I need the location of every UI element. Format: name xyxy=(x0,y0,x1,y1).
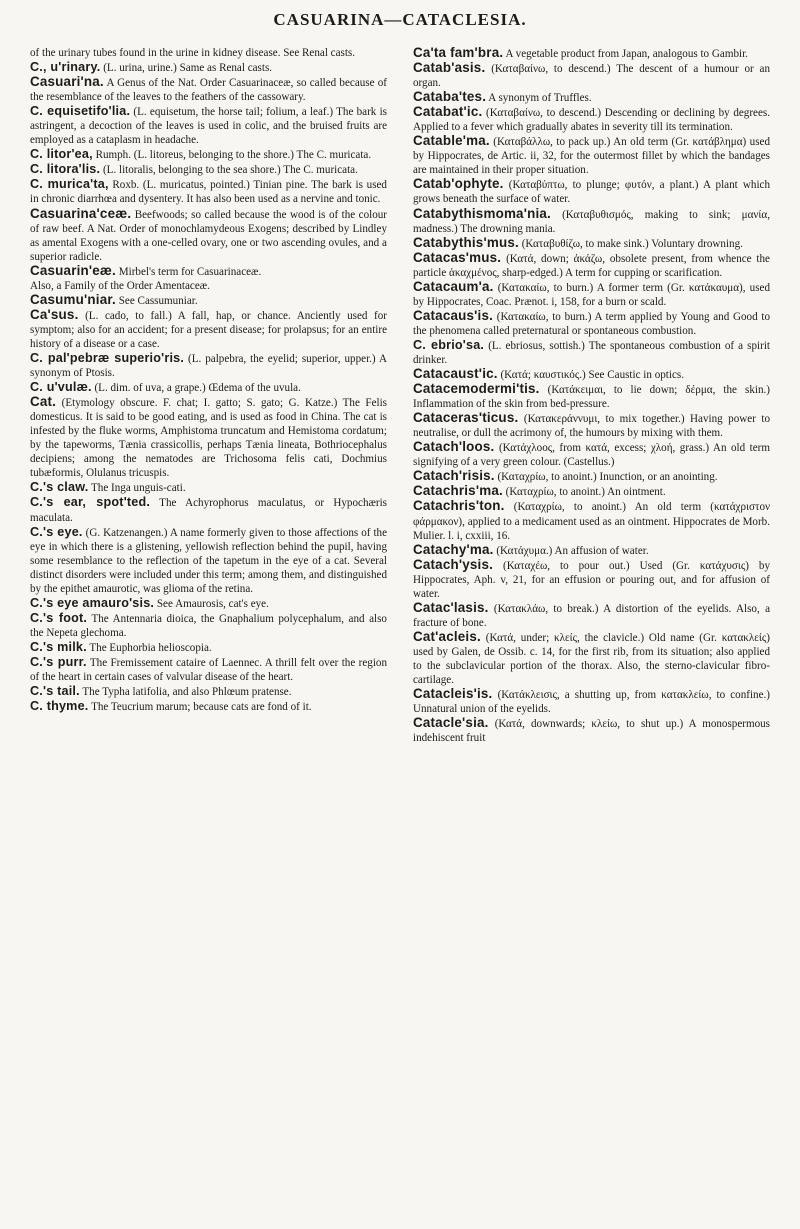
entry-definition: (Κατά; καυστικός.) See Caustic in optics. xyxy=(500,369,684,382)
entry-definition: (Κατάχλοος, from κατά, excess; χλοή, grass.) An old term signifying of a very green colour. (Castellus.) xyxy=(413,442,770,469)
entry-definition: (Κατάκειμαι, to lie down; δέρμα, the skin.) Inflammation of the skin from bed-pressure. xyxy=(413,384,770,411)
entry-definition: Beefwoods; so called because the wood is of the colour of raw beef. A Nat. Order of monochlamydeous Exogens; described by Lindley as amental Exogens with a one-celled ovary, one or two ascending ovules, and a superior radicle. xyxy=(30,208,387,263)
entry-headword: Catacemodermi'tis. xyxy=(413,381,540,397)
entry-headword: C.'s eye amauro'sis. xyxy=(30,595,155,610)
entry-headword: Cat. xyxy=(30,394,57,410)
entry-definition: Rumph. (L. litoreus, belonging to the shore.) The C. muricata. xyxy=(95,149,372,162)
entry-headword: Catacle'sia. xyxy=(413,715,489,731)
entry-definition: The Achyrophorus maculatus, or Hypochæris maculata. xyxy=(30,497,387,524)
dictionary-entry xyxy=(30,104,387,147)
entry-headword: C.'s milk. xyxy=(30,639,87,654)
dictionary-entry xyxy=(30,264,387,279)
entry-definition: (Καταβύπτω, to plunge; φυτόν, a plant.) A plant which grows beneath the surface of water. xyxy=(413,179,770,206)
entry-definition: The Antennaria dioica, the Gnaphalium polycephalum, and also the Nepeta glechoma. xyxy=(30,612,387,639)
dictionary-entry xyxy=(413,367,770,382)
dictionary-entry xyxy=(30,395,387,480)
dictionary-entry xyxy=(30,480,387,495)
dictionary-entry xyxy=(413,601,770,630)
dictionary-entry xyxy=(30,525,387,596)
dictionary-entry xyxy=(413,46,770,61)
entry-headword: C.'s foot. xyxy=(30,610,88,625)
dictionary-entry xyxy=(30,279,387,293)
entry-definition: (L. dim. of uva, a grape.) Œdema of the uvula. xyxy=(94,382,301,395)
running-head: CASUARINA—CATACLESIA. xyxy=(273,10,527,29)
entry-definition: (Καταβυθισμός, making to sink; μανία, madness.) The drowning mania. xyxy=(413,208,770,235)
dictionary-entry xyxy=(413,440,770,469)
dictionary-entry xyxy=(30,308,387,351)
entry-definition: (Κατά, under; κλείς, the clavicle.) Old name (Gr. κατακλείς) used by Galen, de Ossib. c. 14, for the first rib, from its situation; also applied to the subclavicular portion of the thorax. Also, the sterno-clavicular fibro-cartilage. xyxy=(413,631,771,687)
entry-headword: C. ebrio'sa. xyxy=(413,337,485,352)
right-column xyxy=(413,46,770,745)
entry-definition: A synonym of Truffles. xyxy=(488,92,592,105)
dictionary-entry xyxy=(30,46,387,60)
entry-definition: The Fremissement cataire of Laennec. A thrill felt over the region of the heart in certain cases of valvular disease of the heart. xyxy=(30,656,387,684)
entry-definition: (L. cado, to fall.) A fall, hap, or chance. Anciently used for symptom; also for an accident; for a present disease; for prolapsus; for an entire history of a disease or a case. xyxy=(30,309,387,350)
entry-definition: Also, a Family of the Order Amentaceæ. xyxy=(30,279,210,292)
entry-headword: C., u'rinary. xyxy=(30,60,101,75)
dictionary-entry xyxy=(413,411,770,440)
entry-definition: (L. litoralis, belonging to the sea shore.) The C. muricata. xyxy=(102,164,358,177)
entry-headword: C.'s eye. xyxy=(30,524,83,539)
entry-definition: (Κατάκλεισις, a shutting up, from κατακλείω, to confine.) Unnatural union of the eyelids. xyxy=(413,689,770,716)
entry-headword: Catacleis'is. xyxy=(413,686,493,702)
entry-headword: Catabythis'mus. xyxy=(413,234,519,250)
entry-headword: C.'s claw. xyxy=(30,480,89,495)
entry-headword: Catach'loos. xyxy=(413,439,495,455)
entry-headword: Catacas'mus. xyxy=(413,249,502,265)
entry-headword: Catacaum'a. xyxy=(413,278,494,294)
dictionary-entry xyxy=(413,687,770,716)
entry-headword: Catacaust'ic. xyxy=(413,366,498,382)
entry-definition: Mirbel's term for Casuarinaceæ. xyxy=(118,265,262,278)
entry-definition: The Euphorbia helioscopia. xyxy=(89,641,212,654)
entry-definition: (Κατακεράννυμι, to mix together.) Having power to neutralise, or dull the acrimony of, the humours by mixing with them. xyxy=(413,413,770,440)
entry-headword: C. murica'ta, xyxy=(30,177,109,192)
entry-definition: The Teucrium marum; because cats are fond of it. xyxy=(91,701,312,714)
entry-headword: Casuari'na. xyxy=(30,74,104,90)
entry-headword: Catachris'ton. xyxy=(413,498,505,514)
dictionary-entry xyxy=(413,630,770,687)
entry-definition: The Inga unguis-cati. xyxy=(91,482,186,495)
entry-definition: (Etymology obscure. F. chat; I. gatto; S. gato; G. Katze.) The Felis domesticus. It is said to be good eating, and is used as food in China. The cat is infested by the fluke worms, Amphistoma truncatum and Hemistoma cordatum; by the tapeworms, Tænia crassicollis, perhaps Tænia lineata, Bothriocephalus decipiens; among the nematodes are Trichosoma felis cati, Dochmius tubæformis, Olulanus tricuspis. xyxy=(30,397,387,480)
dictionary-entry xyxy=(413,558,770,601)
entry-headword: Cataba'tes. xyxy=(413,89,487,105)
entry-headword: Cataceras'ticus. xyxy=(413,410,519,426)
entry-definition: (Κατακλάω, to break.) A distortion of the eyelids. Also, a fracture of bone. xyxy=(413,602,770,629)
dictionary-entry xyxy=(413,105,770,134)
entry-definition: of the urinary tubes found in the urine in kidney disease. See Renal casts. xyxy=(30,47,356,59)
dictionary-entry xyxy=(30,611,387,640)
dictionary-entry xyxy=(413,251,770,280)
dictionary-entry xyxy=(413,177,770,206)
entry-definition: (Καταβαίνω, to descend.) The descent of a humour or an organ. xyxy=(413,63,770,90)
dictionary-entry xyxy=(413,484,770,499)
entry-definition: A Genus of the Nat. Order Casuarinaceæ, so called because of the resemblance of the leaves to the feathers of the cassowary. xyxy=(30,77,387,104)
dictionary-entry xyxy=(30,351,387,380)
entry-headword: C.'s tail. xyxy=(30,684,80,699)
dictionary-entry xyxy=(30,699,387,714)
entry-headword: Casuarin'eæ. xyxy=(30,262,116,278)
entry-headword: C. thyme. xyxy=(30,699,89,714)
entry-definition: (Κατά, down; ἀκάζω, obsolete present, from whence the particle ἀκαχμένος, sharp-edged.) A term for cupping or scarification. xyxy=(413,252,770,279)
entry-headword: Ca'sus. xyxy=(30,306,79,322)
entry-headword: Catachy'ma. xyxy=(413,541,494,557)
dictionary-entry xyxy=(413,280,770,309)
entry-definition: (G. Katzenangen.) A name formerly given to those affections of the eye in which there is a glistening, yellowish reflection behind the pupil, having some resemblance to the reflection of the tapetum in the eye of a cat. Several distinct disorders were included under this term; among them, and distinguished by the epithet amaurotic, was glioma of the retina. xyxy=(30,526,388,595)
entry-definition: (Καταβαίνω, to descend.) Descending or declining by degrees. Applied to a fever which gradually abates in severity till its termination. xyxy=(413,107,770,134)
dictionary-entry xyxy=(30,207,387,264)
columns xyxy=(30,46,770,745)
dictionary-entry xyxy=(30,162,387,177)
dictionary-entry xyxy=(413,309,770,338)
dictionary-entry xyxy=(30,596,387,611)
entry-headword: C. equisetifo'lia. xyxy=(30,104,131,119)
entry-definition: Roxb. (L. muricatus, pointed.) Tinian pine. The bark is used in chronic diarrhœa and dysentery. It has also been used as a nervine and tonic. xyxy=(30,179,387,206)
entry-definition: (Κατακαίω, to burn.) A former term (Gr. κατάκαυμα), used by Hippocrates, Coac. Prænot. i, 158, for a burn or scald. xyxy=(413,281,770,308)
entry-definition: See Amaurosis, cat's eye. xyxy=(156,597,269,610)
entry-headword: C. litor'ea, xyxy=(30,147,93,162)
entry-definition: (Καταχρίω, to anoint.) An ointment. xyxy=(505,486,666,499)
dictionary-entry xyxy=(30,640,387,655)
dictionary-entry xyxy=(30,177,387,206)
dictionary-entry xyxy=(413,61,770,90)
entry-definition: The Typha latifolia, and also Phlœum pratense. xyxy=(82,686,292,699)
entry-headword: C.'s ear, spot'ted. xyxy=(30,495,151,510)
entry-definition: (L. urina, urine.) Same as Renal casts. xyxy=(103,62,273,75)
dictionary-entry xyxy=(413,543,770,558)
entry-definition: (Καταχέω, to pour out.) Used (Gr. κατάχυσις) by Hippocrates, Aph. v, 21, for an effusion or pouring out, and for affusion of water. xyxy=(413,559,770,600)
entry-headword: Catabat'ic. xyxy=(413,104,483,120)
dictionary-entry xyxy=(413,716,770,745)
entry-definition: (Κατά, downwards; κλείω, to shut up.) A monospermous indehiscent fruit xyxy=(413,718,770,745)
dictionary-entry xyxy=(30,684,387,699)
entry-headword: C. litora'lis. xyxy=(30,162,101,177)
entry-definition: (L. equisetum, the horse tail; folium, a leaf.) The bark is astringent, a decoction of the leaves is used in colic, and the bruised fruits are employed as a cataplasm in headache. xyxy=(30,106,387,147)
entry-headword: Casuarina'ceæ. xyxy=(30,205,132,221)
dictionary-entry xyxy=(413,338,770,367)
entry-definition: (Καταχρίω, to anoint.) An old term (κατάχριστον φάρμακον), applied to a medicament used as an ointment. Hippocrates de Morb. Mulier. l. i, cxxiii, 16. xyxy=(413,501,771,542)
dictionary-entry xyxy=(413,236,770,251)
entry-headword: Ca'ta fam'bra. xyxy=(413,45,504,60)
dictionary-entry xyxy=(30,75,387,104)
entry-headword: Catach'ysis. xyxy=(413,556,494,572)
dictionary-entry xyxy=(413,469,770,484)
entry-definition: (Κατάχυμα.) An affusion of water. xyxy=(496,544,649,557)
entry-definition: A vegetable product from Japan, analogous to Gambir. xyxy=(505,48,748,60)
left-column xyxy=(30,46,387,745)
dictionary-entry xyxy=(30,293,387,308)
entry-headword: Catach'risis. xyxy=(413,468,495,484)
dictionary-entry xyxy=(413,207,770,236)
dictionary-entry xyxy=(413,499,770,542)
entry-headword: Catac'lasis. xyxy=(413,599,489,615)
dictionary-entry xyxy=(30,147,387,162)
dictionary-entry xyxy=(30,655,387,684)
entry-definition: (L. palpebra, the eyelid; superior, upper.) A synonym of Ptosis. xyxy=(30,352,387,380)
entry-headword: Catacaus'is. xyxy=(413,307,494,323)
entry-headword: C. u'vulæ. xyxy=(30,380,92,395)
entry-headword: Cat'acleis. xyxy=(413,628,481,644)
entry-headword: Casumu'niar. xyxy=(30,291,116,307)
entry-headword: Catab'ophyte. xyxy=(413,176,504,192)
entry-headword: Catable'ma. xyxy=(413,133,490,149)
dictionary-entry xyxy=(413,134,770,177)
entry-headword: Catachris'ma. xyxy=(413,483,503,499)
dictionary-entry xyxy=(413,382,770,411)
entry-headword: C. pal'pebræ superio'ris. xyxy=(30,350,185,365)
entry-definition: (Καταβυθίζω, to make sink.) Voluntary drowning. xyxy=(521,237,743,250)
dictionary-entry xyxy=(30,60,387,75)
entry-headword: Catabythismoma'nia. xyxy=(413,205,551,221)
entry-definition: (Καταχρίω, to anoint.) Inunction, or an anointing. xyxy=(497,471,718,484)
entry-headword: C.'s purr. xyxy=(30,654,87,669)
dictionary-entry xyxy=(30,495,387,524)
entry-definition: (Κατακαίω, to burn.) A term applied by Young and Good to the phenomena called preternatural or spontaneous combustion. xyxy=(413,310,770,337)
dictionary-entry xyxy=(413,90,770,105)
entry-definition: (L. ebriosus, sottish.) The spontaneous combustion of a spirit drinker. xyxy=(413,339,770,366)
entry-definition: See Cassumuniar. xyxy=(118,294,198,307)
entry-definition: (Καταβάλλω, to pack up.) An old term (Gr. κατάβλημα) used by Hippocrates, de Artic. ii, 32, for the outermost fillet by which the bandages are maintained in their proper situation. xyxy=(413,136,770,177)
dictionary-entry xyxy=(30,380,387,395)
entry-headword: Catab'asis. xyxy=(413,60,486,76)
